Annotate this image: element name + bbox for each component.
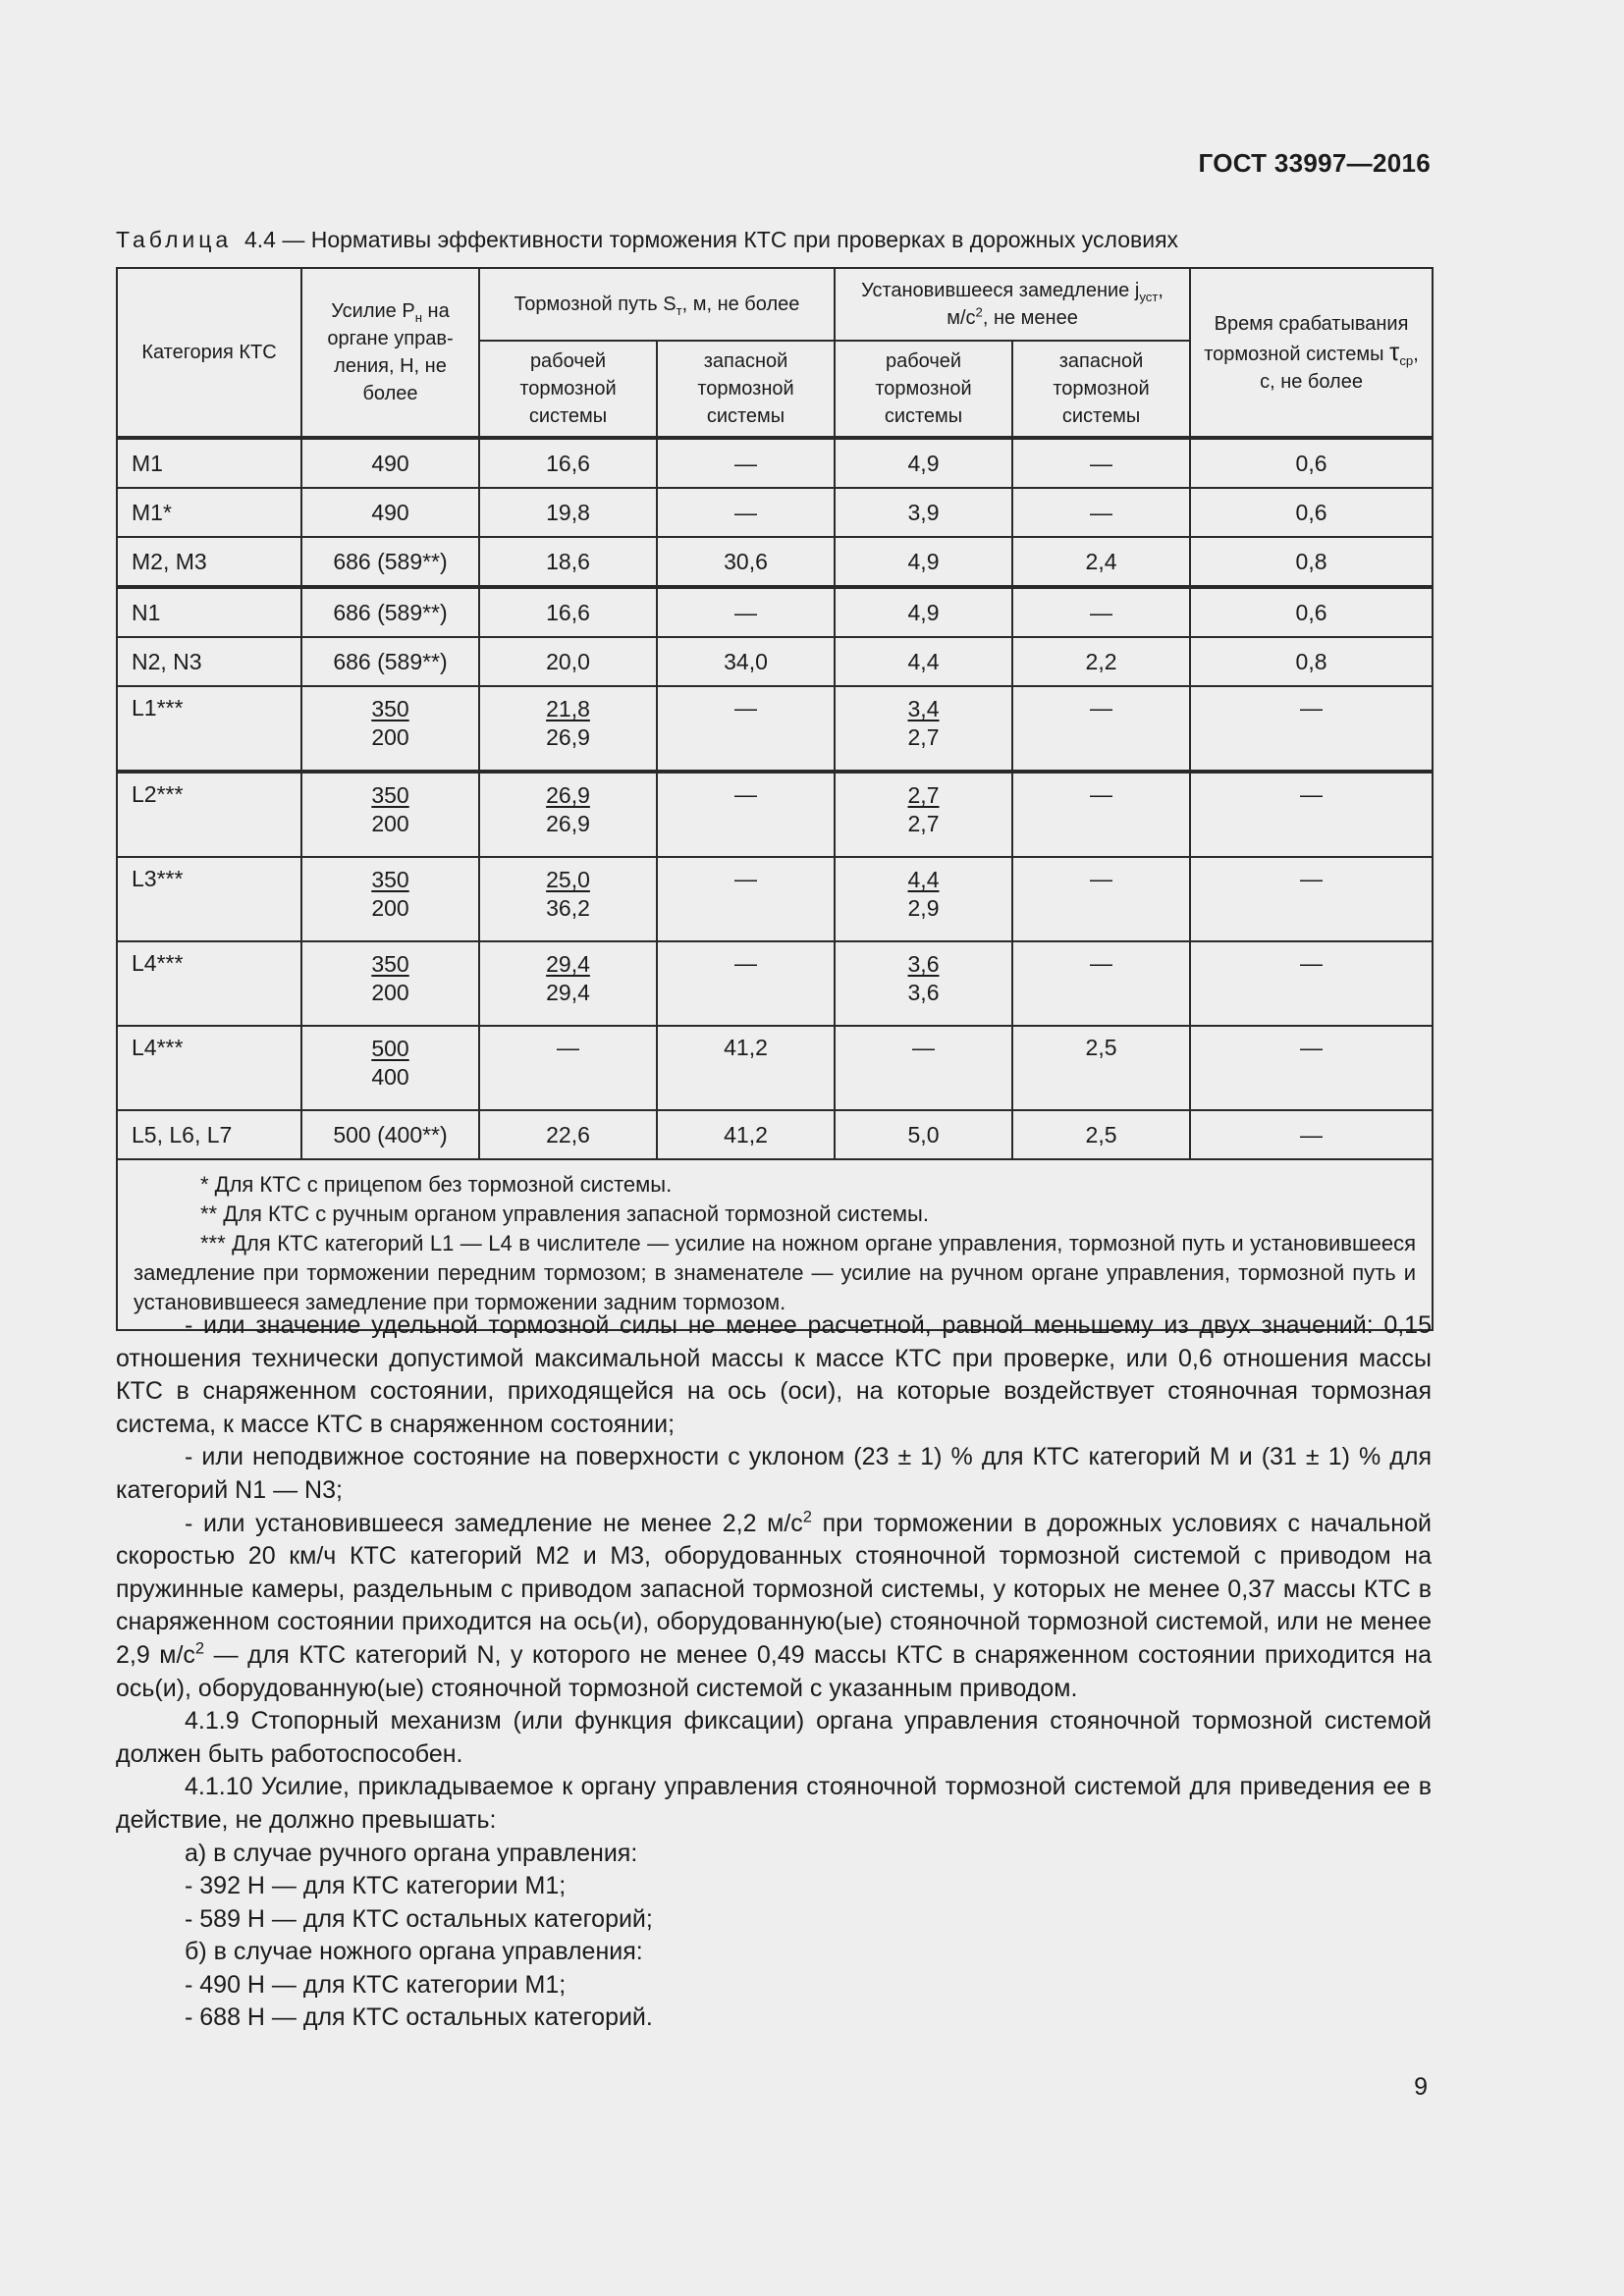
table-notes-row (117, 1159, 1433, 1330)
table-row: M2, M3 686 (589**) 18,6 30,6 4,9 2,4 0,8 (117, 537, 1433, 587)
table-row: L4*** $\frac{350}{200}$ $\frac{29,4}{29,4}$ — $\frac{3,6}{3,6}$ — — (117, 941, 1433, 1026)
table-caption-label: Таблица (116, 227, 233, 252)
header-force: Усилие $P_н$ на органе управления, Н, не более (301, 268, 479, 438)
list-item: б) в случае ножного органа управления: (185, 1938, 643, 1966)
braking-norms-table (116, 267, 1434, 1331)
header-category: Категория КТС (117, 268, 301, 438)
header-deceleration: Установившееся замедление $j_{уст}$, $м/с^2$, не менее (835, 268, 1190, 341)
list-item: - 392 Н — для КТС категории М1; (185, 1872, 567, 1900)
subheader-path-working: рабочей тормозной системы (479, 341, 657, 438)
footnote: ** Для КТС с ручным органом управления запасной тормозной системы. (200, 1201, 929, 1226)
table-row: L1*** $\frac{350}{200}$ $\frac{21,8}{26,9}$ — $\frac{3,4}{2,7}$ — — (117, 686, 1433, 772)
footnote: * Для КТС с прицепом без тормозной системы. (200, 1172, 673, 1197)
table-header-row (117, 268, 1433, 341)
subheader-decel-working: рабочей тормозной системы (835, 341, 1012, 438)
table-row: M1 490 16,6 — 4,9 — 0,6 (117, 438, 1433, 488)
standard-code: ГОСТ 33997—2016 (1198, 148, 1431, 178)
header-response-time: Время срабатывания тормозной системы $\tau_{ср}$, с, не более (1190, 268, 1433, 438)
paragraph: - или установившееся замедление не менее 2,2 $м/с^2$ при торможении в дорожных условиях с начальной скоростью 20 км/ч КТС категорий М2 и М3, оборудованных стояночной тормозной системой с приводом на пружинные камеры, раздельным с приводом запасной тормозной системы, у которых не менее 0,37 массы КТС в снаряженном состоянии приходится на ось(и), оборудованную(ые) стояночной тормозной системой, или не менее 2,9 $м/с^2$ — для КТС категорий N, у которого не менее 0,49 массы КТС в снаряженном состоянии приходится на ось(и), оборудованную(ые) стояночной тормозной системой с указанным приводом. (116, 1508, 1432, 1702)
list-item: - 589 Н — для КТС остальных категорий; (185, 1904, 653, 1933)
body-text (116, 1309, 1432, 2035)
table-row: L2*** $\frac{350}{200}$ $\frac{26,9}{26,9}$ — $\frac{2,7}{2,7}$ — — (117, 772, 1433, 857)
page-number: 9 (1414, 2073, 1428, 2101)
table-row: L5, L6, L7 500 (400**) 22,6 41,2 5,0 2,5 — (117, 1110, 1433, 1159)
table-row: N1 686 (589**) 16,6 — 4,9 — 0,6 (117, 587, 1433, 637)
subheader-decel-reserve: запасной тормозной системы (1012, 341, 1190, 438)
footnote: *** Для КТС категорий L1 — L4 в числителе — усилие на ножном органе управления, тормозной путь и установившееся замедление при торможении передним тормозом; в знаменателе — усилие на ручном органе управления, тормозной путь и установившееся замедление при торможении задним тормозом. (134, 1231, 1417, 1314)
list-item: - 490 Н — для КТС категории М1; (185, 1970, 567, 1999)
table-row: L3*** $\frac{350}{200}$ $\frac{25,0}{36,2}$ — $\frac{4,4}{2,9}$ — — (117, 857, 1433, 941)
clause-4-1-9: 4.1.9 Стопорный механизм (или функция фиксации) органа управления стояночной тормозной системой должен быть работоспособен. (116, 1707, 1432, 1768)
table-row: M1* 490 19,8 — 3,9 — 0,6 (117, 488, 1433, 537)
table-row: L4*** $\frac{500}{400}$ — 41,2 — 2,5 — (117, 1026, 1433, 1110)
list-item: а) в случае ручного органа управления: (185, 1839, 638, 1867)
table-row: N2, N3 686 (589**) 20,0 34,0 4,4 2,2 0,8 (117, 637, 1433, 686)
table-caption-text: 4.4 — Нормативы эффективности торможения КТС при проверках в дорожных условиях (244, 227, 1179, 252)
paragraph: - или неподвижное состояние на поверхности с уклоном (23 ± 1) % для КТС категорий М и (31 ± 1) % для категорий N1 — N3; (116, 1443, 1432, 1504)
table-caption (116, 227, 1432, 253)
subheader-path-reserve: запасной тормозной системы (657, 341, 835, 438)
table-footnotes (117, 1159, 1433, 1330)
header-braking-path: Тормозной путь $S_т$, м, не более (479, 268, 835, 341)
paragraph: - или значение удельной тормозной силы не менее расчетной, равной меньшему из двух значений: 0,15 отношения технически допустимой максимальной массы к массе КТС при проверке, или 0,6 отношения массы КТС в снаряженном состоянии, приходящейся на ось (оси), на которые воздействует стояночная тормозная система, к массе КТС в снаряженном состоянии; (116, 1311, 1432, 1438)
clause-4-1-10: 4.1.10 Усилие, прикладываемое к органу управления стояночной тормозной системой для приведения ее в действие, не должно превышать: (116, 1773, 1432, 1834)
list-item: - 688 Н — для КТС остальных категорий. (185, 2003, 653, 2032)
